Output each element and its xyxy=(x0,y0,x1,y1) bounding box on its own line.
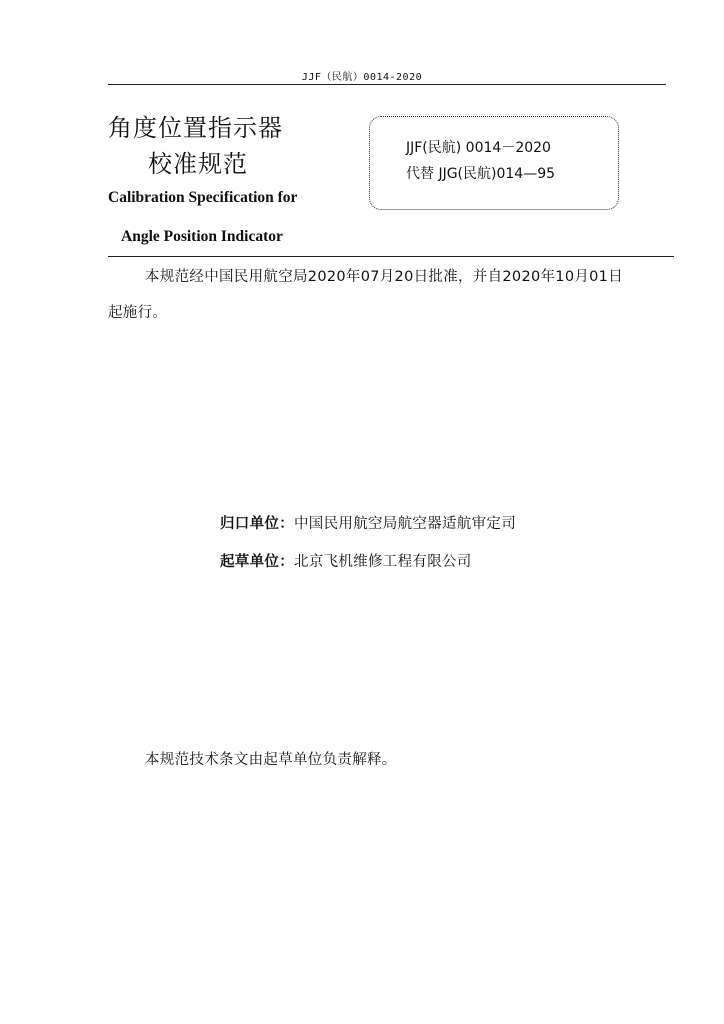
drafter-unit-value: 北京飞机维修工程有限公司 xyxy=(294,554,472,570)
standard-code: JJF(民航) 0014－2020 xyxy=(406,140,551,156)
title-chinese-line1: 角度位置指示器 xyxy=(108,114,283,142)
title-chinese-line2: 校准规范 xyxy=(148,150,248,178)
interpretation-note: 本规范技术条文由起草单位负责解释。 xyxy=(145,752,397,768)
approval-statement-line1: 本规范经中国民用航空局2020年07月20日批准，并自2020年10月01日 xyxy=(145,269,624,285)
standard-code-box xyxy=(369,116,619,210)
drafter-unit-label: 起草单位： xyxy=(220,554,294,570)
title-english-line1: Calibration Specification for xyxy=(108,189,298,206)
header-rule xyxy=(108,84,666,85)
approval-statement-line2: 起施行。 xyxy=(108,305,168,321)
owner-unit-value: 中国民用航空局航空器适航审定司 xyxy=(294,516,516,532)
owner-unit-row xyxy=(220,512,516,533)
owner-unit-label: 归口单位： xyxy=(220,516,294,532)
drafter-unit-row xyxy=(220,550,472,571)
header-standard-code: JJF（民航）0014-2020 xyxy=(301,72,423,83)
title-english-line2: Angle Position Indicator xyxy=(121,228,283,245)
title-rule xyxy=(108,256,674,257)
replaced-code: 代替 JJG(民航)014—95 xyxy=(406,166,556,182)
